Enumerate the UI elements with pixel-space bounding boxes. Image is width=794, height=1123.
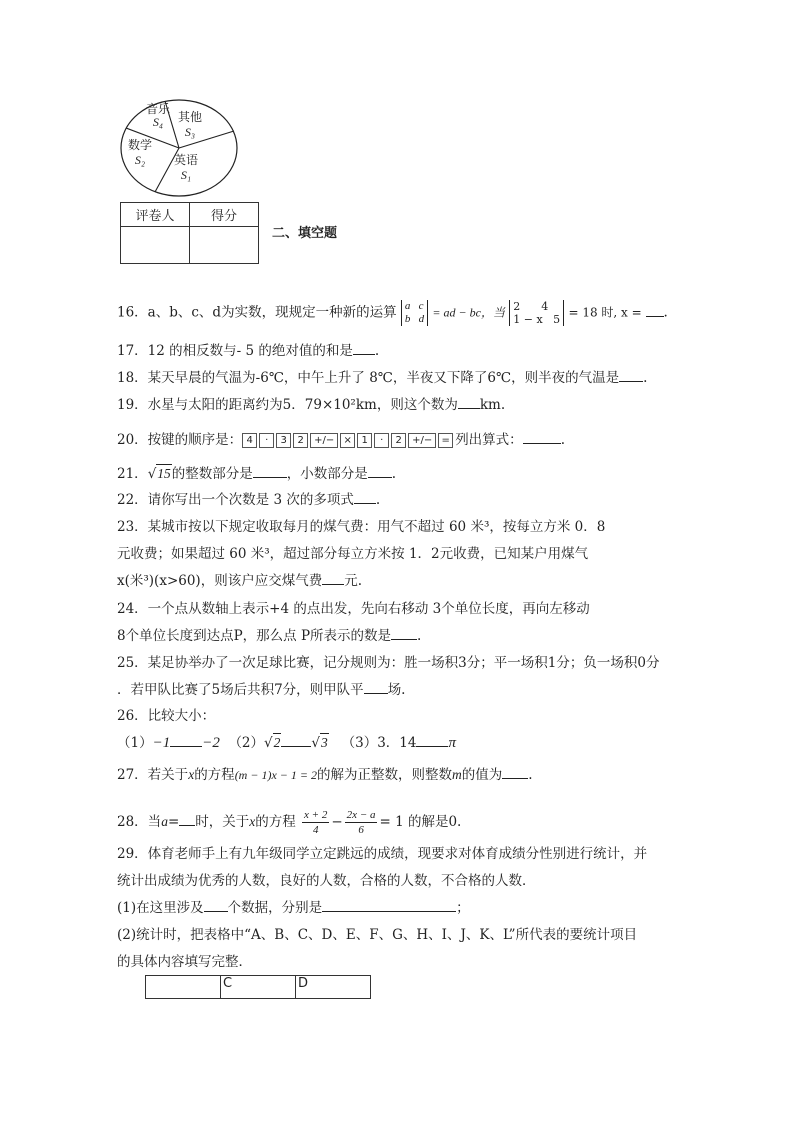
stats-cell-d: D xyxy=(296,976,371,999)
score-header: 得分 xyxy=(190,203,259,227)
calculator-key: 1 xyxy=(357,433,372,448)
answer-blank-16[interactable] xyxy=(646,304,664,317)
question-29-line3: (1)在这里涉及 个数据，分别是 ； xyxy=(117,900,470,916)
question-25-line1: 25．某足协举办了一次足球比赛，记分规则为：胜一场积3分；平一场积1分；负一场积0分 xyxy=(117,655,660,671)
answer-blank-24[interactable] xyxy=(391,627,417,640)
fraction-1: $\frac{x + 2}{4}$ xyxy=(304,809,328,836)
pie-label-other: 其他 S₃ xyxy=(178,110,203,139)
grader-cell[interactable] xyxy=(121,227,190,264)
calculator-key: · xyxy=(259,433,274,448)
question-28: 28．当a= 时，关于x的方程 $\frac{x + 2}{4}$ − $\frac{2x - a}{6}$ = 1 的解是0. xyxy=(117,809,462,836)
calculator-key: +/− xyxy=(310,433,338,448)
answer-blank-25[interactable] xyxy=(364,681,388,694)
calculator-key: +/− xyxy=(408,433,436,448)
answer-blank-27[interactable] xyxy=(502,766,528,779)
answer-blank-20[interactable] xyxy=(523,431,561,444)
question-16: 16．a、b、c、d为实数，现规定一种新的运算 a c b d = ad − bc，当 2 4 1 − x 5 = 18 时, x = . xyxy=(117,300,668,326)
answer-blank-19[interactable] xyxy=(458,396,480,409)
answer-blank-26a[interactable] xyxy=(170,734,202,747)
question-22: 22．请你写出一个次数是 3 次的多项式 . xyxy=(117,492,381,508)
question-29-line2: 统计出成绩为优秀的人数，良好的人数，合格的人数，不合格的人数． xyxy=(117,873,536,889)
question-23-line2: 元收费；如果超过 60 米³，超过部分每立方米按 1．2元收费，已知某户用煤气 xyxy=(117,546,589,562)
key-sequence xyxy=(242,432,455,448)
answer-blank-21a[interactable] xyxy=(253,465,287,478)
stats-cell-blank[interactable] xyxy=(146,976,221,999)
pie-label-music: 音乐 S₄ xyxy=(146,102,171,129)
question-19: 19．水星与太阳的距离约为5．79×10²km，则这个数为 km. xyxy=(117,397,506,413)
question-17: 17．12 的相反数与- 5 的绝对值的和是 . xyxy=(117,343,380,359)
answer-blank-21b[interactable] xyxy=(368,465,392,478)
calculator-key: 2 xyxy=(293,433,308,448)
grader-score-table xyxy=(120,202,259,264)
answer-blank-22[interactable] xyxy=(354,491,376,504)
question-18: 18．某天早晨的气温为-6℃，中午上升了 8℃，半夜又下降了6℃，则半夜的气温是 . xyxy=(117,370,648,386)
question-29-line5: 的具体内容填写完整． xyxy=(117,954,252,970)
answer-blank-23[interactable] xyxy=(322,572,344,585)
answer-blank-29a[interactable] xyxy=(204,899,228,912)
section-title: 二、填空题 xyxy=(272,226,338,241)
fraction-2: $\frac{2x - a}{6}$ xyxy=(346,809,376,836)
question-20: 20．按键的顺序是： 4 · 3 2 +/− × 1 · 2 +/− = 列出算式： . xyxy=(117,432,565,448)
score-cell[interactable] xyxy=(190,227,259,264)
stats-table xyxy=(145,975,371,999)
determinant-values: 2 4 1 − x 5 xyxy=(509,300,564,326)
answer-blank-17[interactable] xyxy=(353,342,375,355)
question-24-line2: 8个单位长度到达点P，那么点 P所表示的数是 . xyxy=(117,628,422,644)
question-24-line1: 24．一个点从数轴上表示+4 的点出发，先向右移动 3个单位长度，再向左移动 xyxy=(117,601,590,617)
calculator-key: · xyxy=(374,433,389,448)
calculator-key: 4 xyxy=(242,433,257,448)
calculator-key: = xyxy=(438,433,453,448)
answer-blank-28[interactable] xyxy=(179,813,195,826)
calculator-key: × xyxy=(340,433,355,448)
grader-header: 评卷人 xyxy=(121,203,190,227)
question-21: 21．√15的整数部分是 ，小数部分是 . xyxy=(117,466,397,482)
question-23-line1: 23．某城市按以下规定收取每月的煤气费：用气不超过 60 米³，按每立方米 0．8 xyxy=(117,519,606,535)
stats-cell-c: C xyxy=(221,976,296,999)
question-26-parts: （1）−1 −2 （2）√2 √3 （3）3．14 π xyxy=(117,735,456,751)
sqrt-15: 15 xyxy=(157,466,171,481)
question-27: 27．若关于x的方程(m − 1)x − 1 = 2的解为正整数，则整数m的值为 . xyxy=(117,767,533,783)
question-29-line4: (2)统计时，把表格中“A、B、C、D、E、F、G、H、I、J、K、L”所代表的要统计项目 xyxy=(117,927,638,943)
calculator-key: 2 xyxy=(391,433,406,448)
answer-blank-18[interactable] xyxy=(619,369,643,382)
question-26-title: 26．比较大小： xyxy=(117,708,216,724)
pie-label-math: 数学 S₂ xyxy=(128,138,153,167)
pie-label-english: 英语 S₁ xyxy=(174,153,199,182)
question-29-line1: 29．体育老师手上有九年级同学立定跳远的成绩，现要求对体育成绩分性别进行统计，并 xyxy=(117,846,648,862)
calculator-key: 3 xyxy=(276,433,291,448)
answer-blank-26b[interactable] xyxy=(281,734,311,747)
question-25-line2: ．若甲队比赛了5场后共积7分，则甲队平 场. xyxy=(117,682,406,698)
determinant-abcd: a c b d xyxy=(401,300,428,326)
answer-blank-29b[interactable] xyxy=(322,899,456,912)
question-23-line3: x(米³)(x>60)，则该户应交煤气费 元. xyxy=(117,573,362,589)
answer-blank-26c[interactable] xyxy=(416,734,448,747)
